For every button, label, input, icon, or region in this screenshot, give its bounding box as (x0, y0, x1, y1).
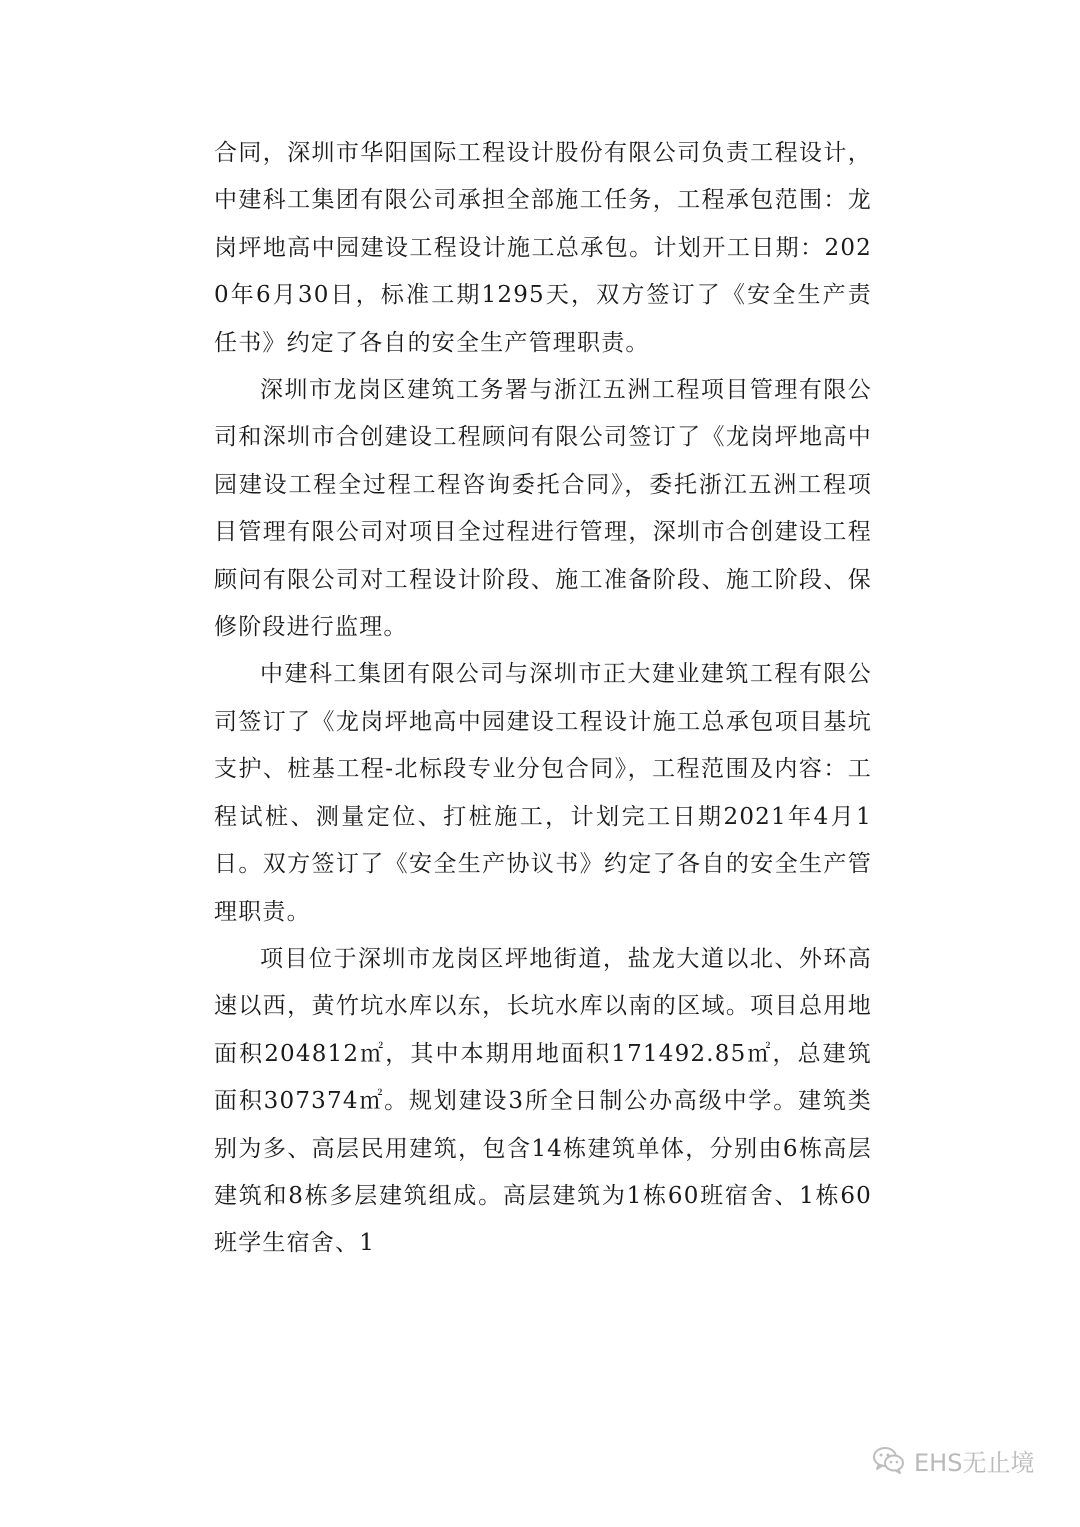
paragraph-project-location: 项目位于深圳市龙岗区坪地街道，盐龙大道以北、外环高速以西，黄竹坑水库以东，长坑水库以南的区域。项目总用地面积204812㎡，其中本期用地面积171492.85㎡，总建筑面积307374㎡。规划建设3所全日制公办高级中学。建筑类别为多、高层民用建筑，包含14栋建筑单体，分别由6栋高层建筑和8栋多层建筑组成。高层建筑为1栋60班宿舍、1栋60班学生宿舍、1 (214, 945, 872, 1257)
paragraph-consulting-contract: 深圳市龙岗区建筑工务署与浙江五洲工程项目管理有限公司和深圳市合创建设工程顾问有限公司签订了《龙岗坪地高中园建设工程全过程工程咨询委托合同》，委托浙江五洲工程项目管理有限公司对项目全过程进行管理，深圳市合创建设工程顾问有限公司对工程设计阶段、施工准备阶段、施工阶段、保修阶段进行监理。 (214, 377, 872, 641)
watermark-text: EHS无止境 (914, 1448, 1035, 1477)
wechat-icon (872, 1445, 906, 1475)
watermark (872, 1440, 1034, 1480)
paragraph-contract-continuation: 合同，深圳市华阳国际工程设计股份有限公司负责工程设计，中建科工集团有限公司承担全部施工任务，工程承包范围：龙岗坪地高中园建设工程设计施工总承包。计划开工日期：2020年6月30日，标准工期1295天，双方签订了《安全生产责任书》约定了各自的安全生产管理职责。 (214, 140, 872, 356)
paragraph-subcontract: 中建科工集团有限公司与深圳市正大建业建筑工程有限公司签订了《龙岗坪地高中园建设工程设计施工总承包项目基坑支护、桩基工程-北标段专业分包合同》，工程范围及内容：工程试桩、测量定位、打桩施工，计划完工日期2021年4月1日。双方签订了《安全生产协议书》约定了各自的安全生产管理职责。 (214, 661, 872, 925)
body-text (214, 130, 872, 1268)
